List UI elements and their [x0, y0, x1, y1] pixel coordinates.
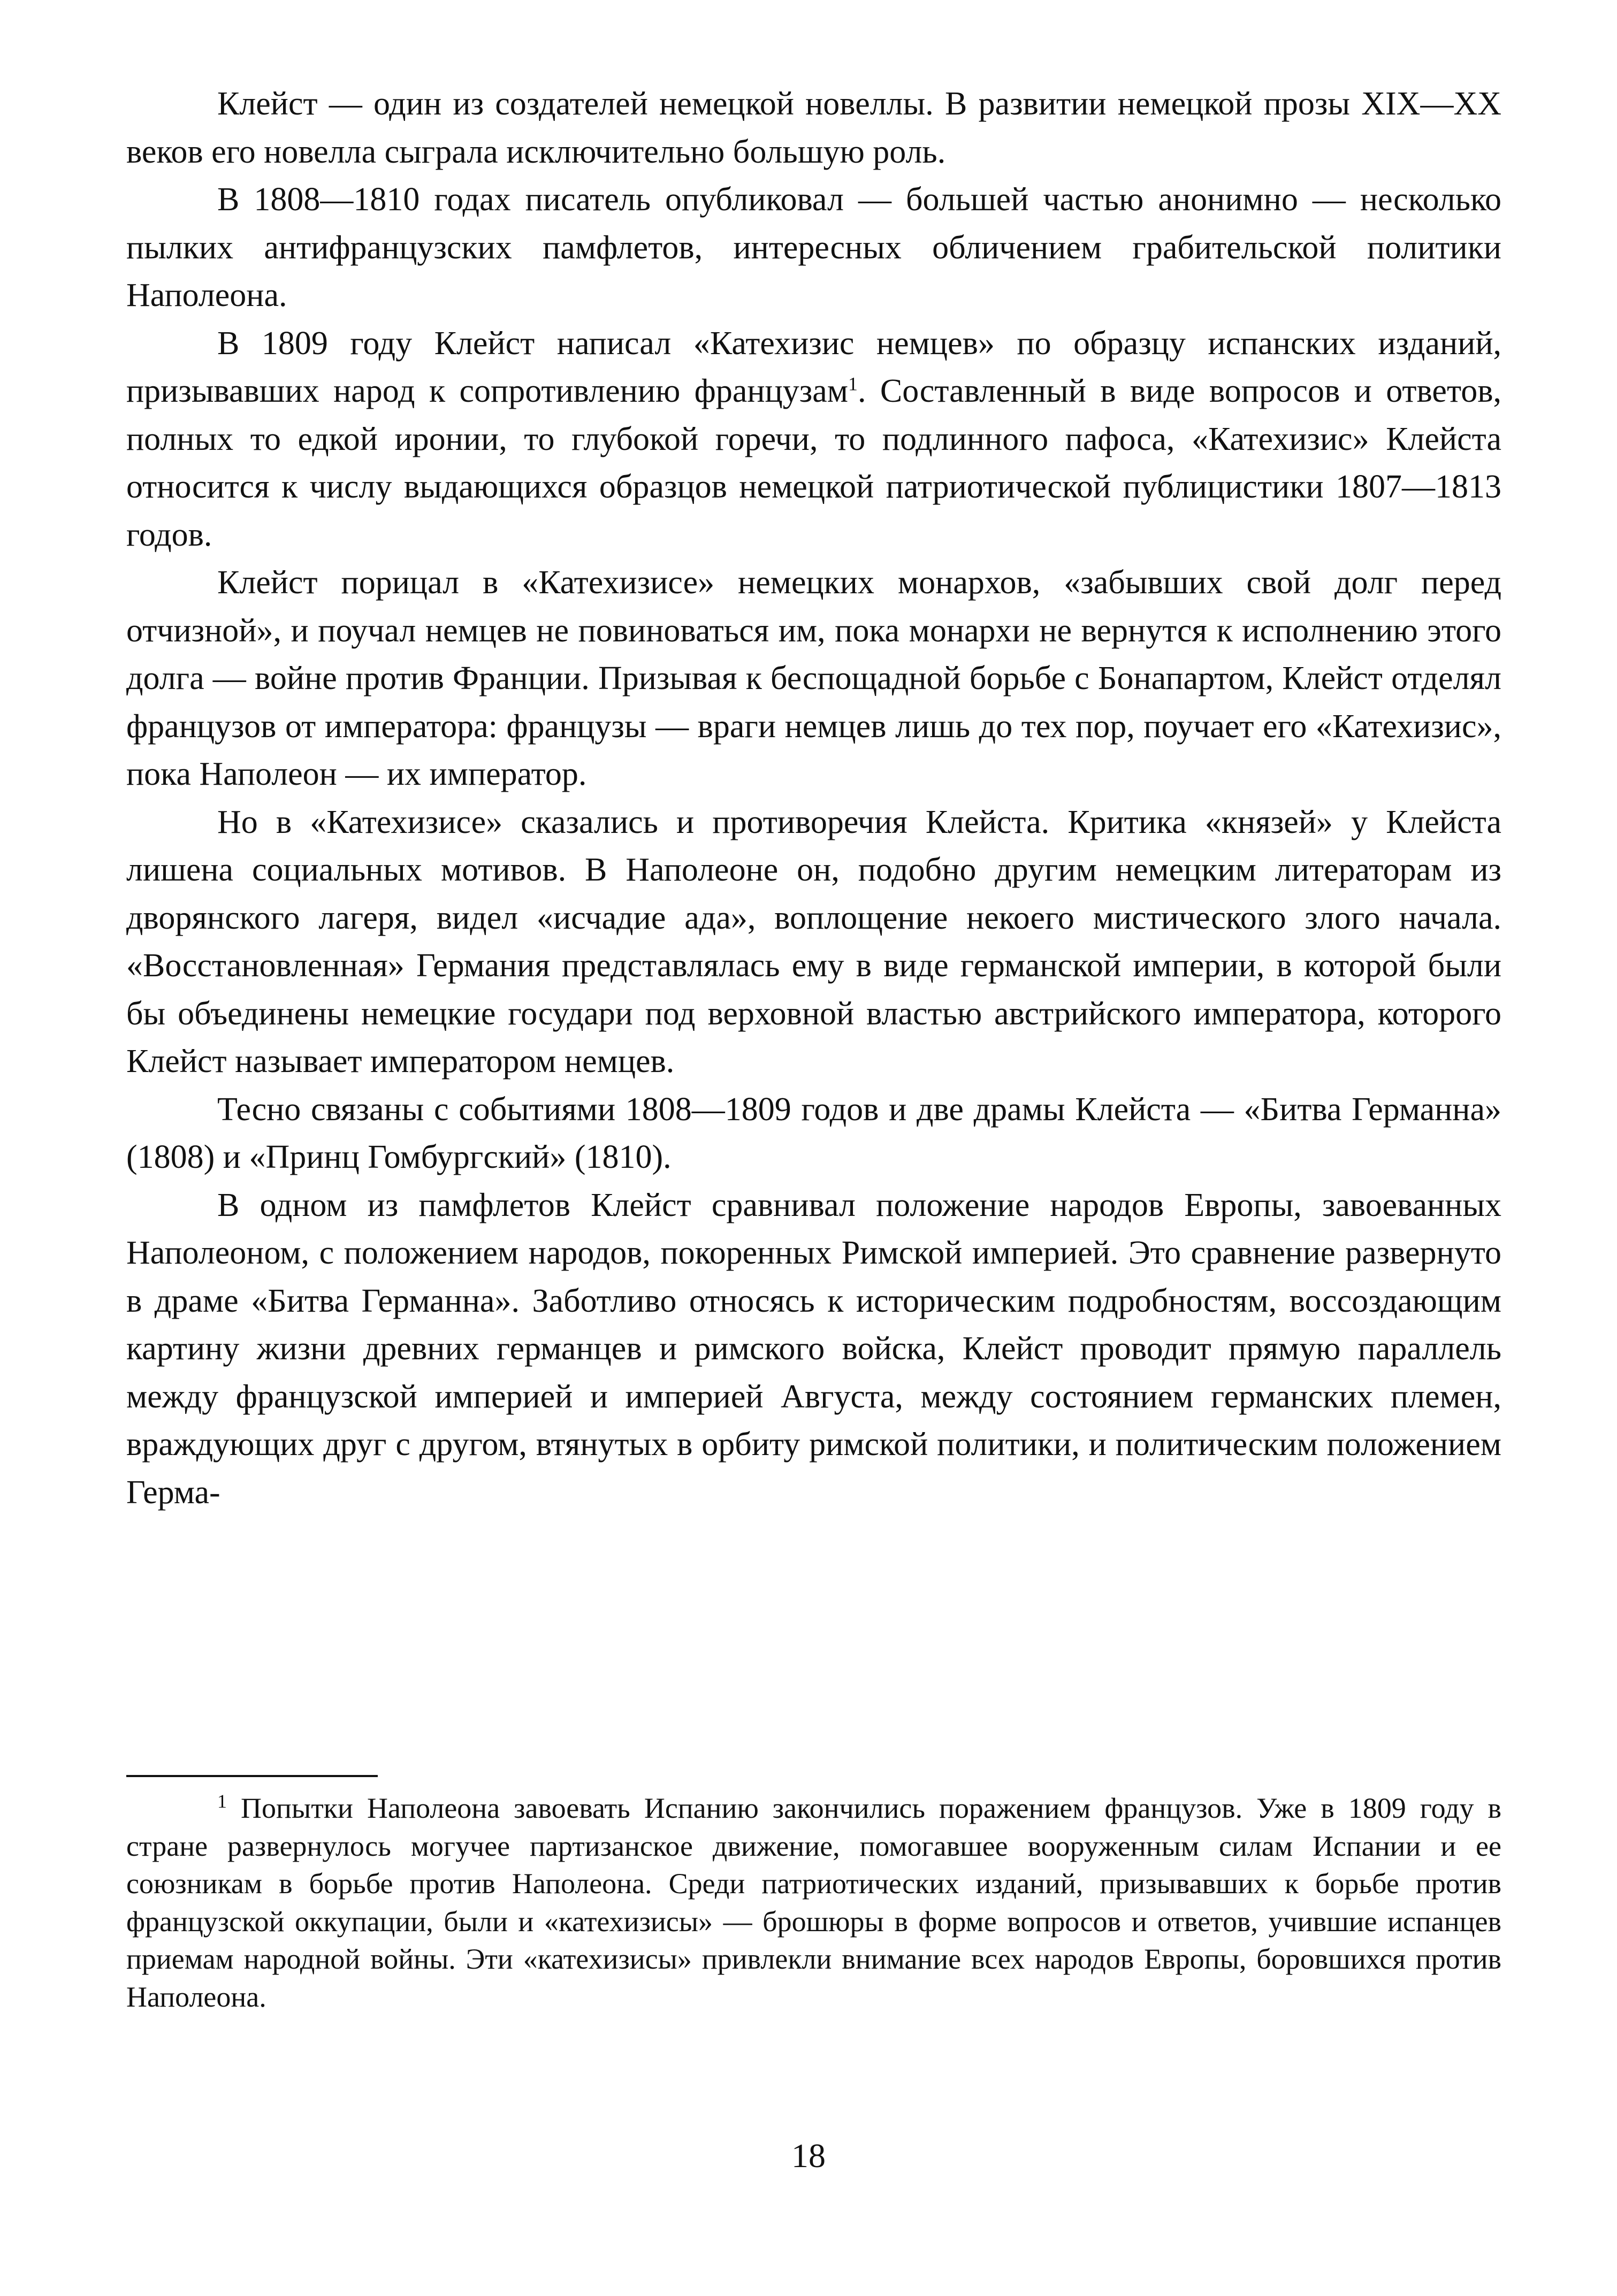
footnote-marker: 1 [217, 1790, 227, 1812]
paragraph-4: Клейст порицал в «Катехизисе» немецких монархов, «забывших свой долг перед отчизной», и поучал немцев не повиноваться им, пока монархи не вернутся к исполнению этого долга — войне против Франции. Призывая к беспощадной борьбе с Бонапартом, Клейст отделял французов от императора: французы — враги немцев лишь до тех пор, поучает его «Катехизис», пока Наполеон — их император. [126, 564, 1501, 792]
footnote-1 [126, 1789, 1501, 2016]
paragraph-2: В 1808—1810 годах писатель опубликовал — большей частью анонимно — несколько пылких антифранцузских памфлетов, интересных обличением грабительской политики Наполеона. [126, 181, 1501, 313]
page-number: 18 [791, 2137, 826, 2175]
paragraph-6: Тесно связаны с событиями 1808—1809 годов и две драмы Клейста — «Битва Германна» (1808) и «Принц Гомбургский» (1810). [126, 1091, 1501, 1175]
footnote-text: Попытки Наполеона завоевать Испанию закончились поражением французов. Уже в 1809 году в стране развернулось могучее партизанское движение, помогавшее вооруженным силам Испании и ее союзникам в борьбе против Наполеона. Среди патриотических изданий, призывавших к борьбе против французской оккупации, были и «катехизисы» — брошюры в форме вопросов и ответов, учившие испанцев приемам народной войны. Эти «катехизисы» привлекли внимание всех народов Европы, боровшихся против Наполеона. [126, 1792, 1501, 2013]
paragraph-3-text-before: В 1809 году Клейст написал «Катехизис немцев» по образцу испанских изданий, призывавших народ к сопротивлению французам [126, 325, 1501, 409]
paragraph-1: Клейст — один из создателей немецкой новеллы. В развитии немецкой прозы XIX—XX веков его новелла сыграла исключительно большую роль. [126, 86, 1501, 170]
footnote-divider [126, 1775, 378, 1777]
paragraph-7: В одном из памфлетов Клейст сравнивал положение народов Европы, завоеванных Наполеоном, с положением народов, покоренных Римской империей. Это сравнение развернуто в драме «Битва Германна». Заботливо относясь к историческим подробностям, воссоздающим картину жизни древних германцев и римского войска, Клейст проводит прямую параллель между французской империей и империей Августа, между состоянием германских племен, враждующих друг с другом, втянутых в орбиту римской политики, и политическим положением Герма- [126, 1187, 1501, 1511]
paragraph-3 [126, 320, 1501, 560]
paragraph-5: Но в «Катехизисе» сказались и противоречия Клейста. Критика «князей» у Клейста лишена социальных мотивов. В Наполеоне он, подобно другим немецким литераторам из дворянского лагеря, видел «исчадие ада», воплощение некоего мистического злого начала. «Восстановленная» Германия представлялась ему в виде германской империи, в которой были бы объединены немецкие государи под верховной властью австрийского императора, которого Клейст называет императором немцев. [126, 803, 1501, 1080]
paragraph-3-text-after: . Составленный в виде вопросов и ответов, полных то едкой иронии, то глубокой горечи, то подлинного пафоса, «Катехизис» Клейста относится к числу выдающихся образцов немецкой патриотической публицистики 1807—1813 годов. [126, 373, 1501, 553]
footnotes [126, 1789, 1501, 2016]
main-text [126, 80, 1501, 1517]
footnote-reference: 1 [848, 373, 858, 395]
